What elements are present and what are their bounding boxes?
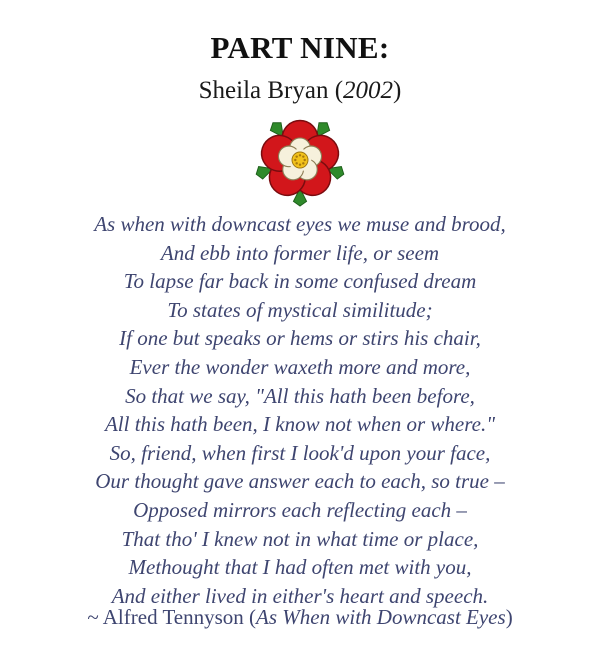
subtitle	[0, 77, 600, 105]
rose-stamen	[302, 155, 304, 157]
poem-line: So, friend, when first I look'd upon your face,	[109, 440, 491, 465]
rose-stamen	[295, 155, 297, 157]
year-open-paren: (	[334, 77, 344, 104]
poem-line: Methought that I had often met with you,	[128, 555, 472, 580]
poem-line: That tho' I knew not in what time or place,	[121, 526, 479, 551]
poem-line: Ever the wonder waxeth more and more,	[129, 354, 471, 379]
year: 2002	[343, 77, 394, 104]
attribution-close-paren: )	[505, 605, 513, 629]
poem-line: All this hath been, I know not when or where."	[104, 412, 496, 437]
attribution-author: ~ Alfred Tennyson (	[87, 605, 257, 629]
tudor-rose-icon	[253, 113, 347, 207]
poem	[0, 210, 600, 610]
author-name: Sheila Bryan	[198, 77, 329, 104]
rose-stamen	[299, 163, 301, 165]
poem-line: If one but speaks or hems or stirs his chair,	[119, 326, 481, 351]
attribution-work-title: As When with Downcast Eyes	[256, 605, 506, 629]
poem-line: As when with downcast eyes we muse and brood,	[94, 212, 506, 236]
poem-line: So that we say, "All this hath been before,	[125, 383, 475, 408]
rose-stamen	[302, 162, 304, 164]
poem-line: And either lived in either's heart and speech.	[111, 583, 489, 608]
rose-center	[292, 152, 308, 168]
poem-line: To states of mystical similitude;	[167, 297, 433, 322]
attribution	[0, 605, 600, 630]
poem-line: And ebb into former life, or seem	[160, 240, 440, 265]
poem-line: Our thought gave answer each to each, so true –	[95, 469, 505, 494]
year-close-paren: )	[393, 77, 402, 104]
rose-stamen	[303, 159, 305, 161]
rose-stamen	[299, 154, 301, 156]
poem-line: Opposed mirrors each reflecting each –	[133, 497, 467, 522]
rose-stamen	[295, 162, 297, 164]
rose-stamen	[294, 159, 296, 161]
part-title: PART NINE:	[210, 30, 390, 65]
poem-line: To lapse far back in some confused dream	[123, 269, 477, 294]
